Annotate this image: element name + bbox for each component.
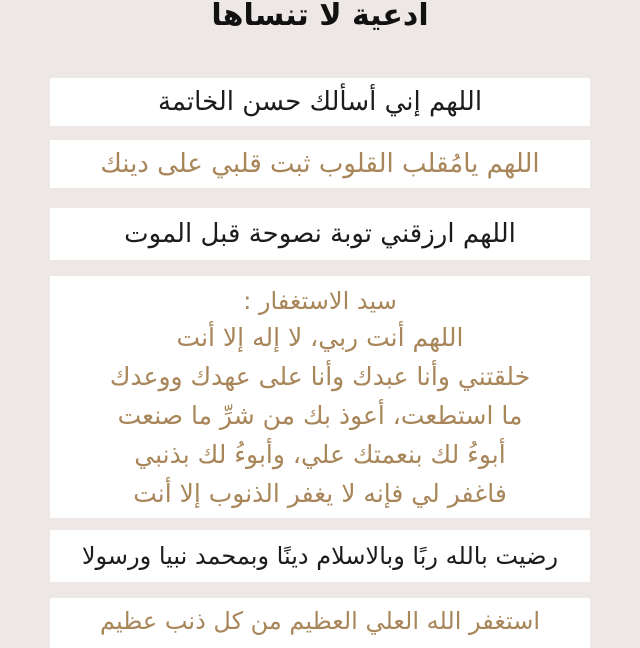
dua-card-good-ending — [50, 78, 590, 126]
dua-heading: سيد الاستغفار : — [243, 287, 397, 315]
dua-line: فاغفر لي فإنه لا يغفر الذنوب إلا أنت — [133, 479, 507, 508]
dua-text: اللهم يامُقلب القلوب ثبت قلبي على دينك — [100, 149, 540, 179]
dua-card-steadfast-heart — [50, 140, 590, 188]
dua-line: خلقتني وأنا عبدك وأنا على عهدك ووعدك — [109, 362, 531, 391]
dua-card-contentment — [50, 530, 590, 582]
dua-text: استغفر الله العلي العظيم من كل ذنب عظيم — [99, 607, 541, 635]
dua-text: اللهم إني أسألك حسن الخاتمة — [157, 87, 483, 117]
dua-line: ما استطعت، أعوذ بك من شرِّ ما صنعت — [117, 401, 523, 430]
dua-text: اللهم ارزقني توبة نصوحة قبل الموت — [124, 219, 516, 249]
dua-line: اللهم أنت ربي، لا إله إلا أنت — [176, 323, 464, 352]
dua-card-repentance — [50, 208, 590, 260]
dua-text: رضيت بالله ربًا وبالاسلام دينًا وبمحمد نبيا ورسولا — [81, 542, 559, 570]
dua-card-istighfar — [50, 598, 590, 648]
page-title: ادعية لا تنساها — [211, 0, 429, 33]
dua-card-sayyid-al-istighfar — [50, 276, 590, 518]
dua-line: أبوءُ لك بنعمتك علي، وأبوءُ لك بذنبي — [134, 440, 506, 469]
